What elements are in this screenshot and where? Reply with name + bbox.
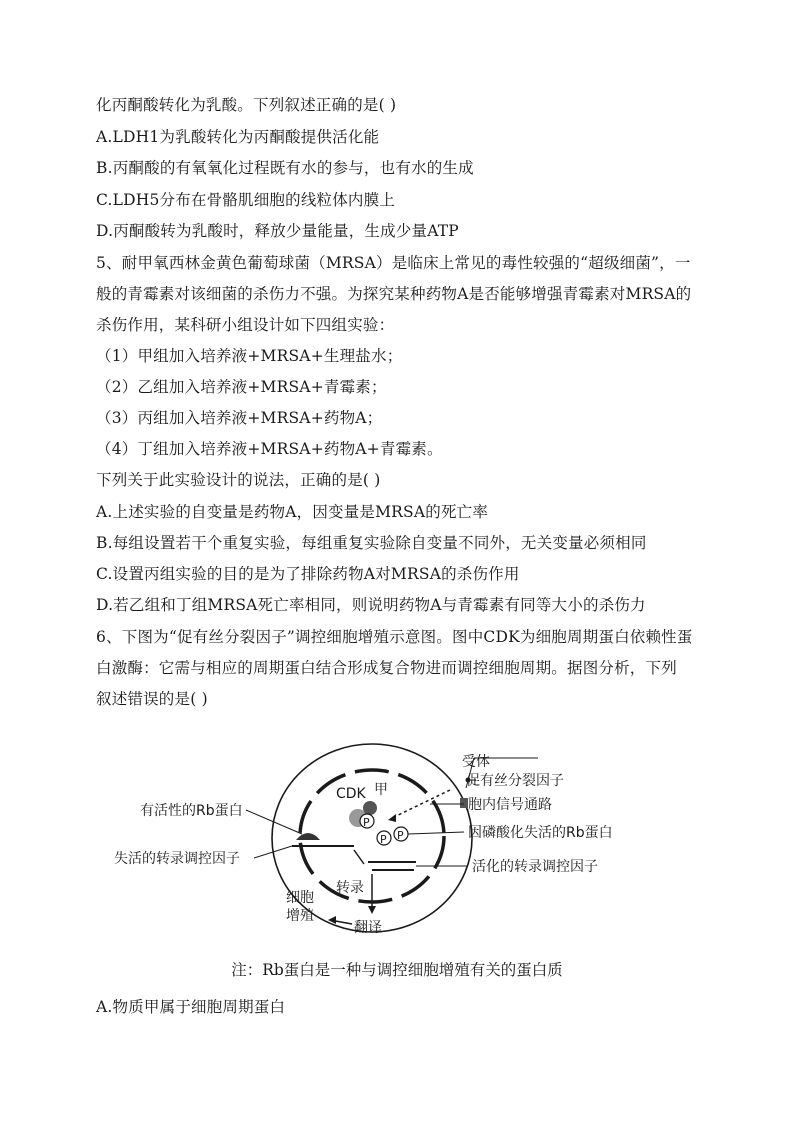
text-line: D.丙酮酸转为乳酸时，释放少量能量，生成少量ATP (96, 222, 459, 240)
text-line: B.每组设置若干个重复实验，每组重复实验除自变量不同外，无关变量必须相同 (96, 534, 647, 552)
svg-text:P: P (380, 833, 387, 846)
text-line: C.LDH5分布在骨骼肌细胞的线粒体内膜上 (96, 191, 396, 209)
text-line: （3）丙组加入培养液+MRSA+药物A； (96, 409, 383, 427)
transcription-label: 转录 (336, 880, 364, 896)
option-a: A.物质甲属于细胞周期蛋白 (96, 998, 286, 1016)
svg-text:P: P (397, 829, 404, 842)
active-rb-label: 有活性的Rb蛋白 (140, 803, 243, 819)
jia-shape (363, 801, 377, 815)
activated-tf-label: 活化的转录调控因子 (472, 859, 598, 875)
text-line: （4）丁组加入培养液+MRSA+药物A+青霉素。 (96, 440, 443, 458)
text-line: （2）乙组加入培养液+MRSA+青霉素； (96, 378, 387, 396)
cdk-label: CDK (336, 786, 366, 802)
receptor-shape (460, 798, 468, 808)
text-line: 杀伤作用，某科研小组设计如下四组实验： (96, 316, 395, 334)
text-line: 白激酶：它需与相应的周期蛋白结合形成复合物进而调控细胞周期。据图分析，下列 (96, 659, 677, 677)
text-line: 叙述错误的是( ) (96, 690, 208, 708)
proliferation-label-2: 增殖 (286, 908, 314, 924)
text-line: C.设置丙组实验的目的是为了排除药物A对MRSA的杀伤作用 (96, 565, 520, 583)
text-line: A.上述实验的自变量是药物A，因变量是MRSA的死亡率 (96, 503, 489, 521)
receptor-label: 受体 (462, 754, 490, 770)
text-line: （1）甲组加入培养液+MRSA+生理盐水； (96, 347, 403, 365)
translation-label: 翻译 (354, 920, 382, 936)
text-line: A.LDH1为乳酸转化为丙酮酸提供活化能 (96, 128, 380, 146)
inactive-tf-label: 失活的转录调控因子 (114, 851, 240, 867)
jia-label: 甲 (374, 782, 388, 798)
text-line: B.丙酮酸的有氧氧化过程既有水的参与，也有水的生成 (96, 159, 474, 177)
question-5-stem: 5、耐甲氧西林金黄色葡萄球菌（MRSA）是临床上常见的毒性较强的“超级细菌”，一 (96, 254, 691, 272)
mitogen-label: 促有丝分裂因子 (466, 773, 564, 789)
proliferation-label-1: 细胞 (286, 890, 314, 906)
signal-label: 胞内信号通路 (468, 797, 552, 813)
active-rb-shape (296, 833, 320, 840)
figure-caption: 注：Rb蛋白是一种与调控细胞增殖有关的蛋白质 (231, 961, 563, 979)
text-line: 般的青霉素对该细菌的杀伤力不强。为探究某种药物A是否能够增强青霉素对MRSA的 (96, 285, 692, 303)
text-line: 下列关于此实验设计的说法，正确的是( ) (96, 471, 381, 489)
text-line: 化丙酮酸转化为乳酸。下列叙述正确的是( ) (96, 96, 397, 114)
phospho-rb-label: 因磷酸化失活的Rb蛋白 (468, 825, 613, 841)
svg-text:P: P (363, 816, 370, 829)
question-6-stem: 6、下图为“促有丝分裂因子”调控细胞增殖示意图。图中CDK为细胞周期蛋白依赖性蛋 (96, 628, 693, 646)
cell-proliferation-diagram (96, 738, 696, 938)
text-line: D.若乙组和丁组MRSA死亡率相同，则说明药物A与青霉素有同等大小的杀伤力 (96, 596, 646, 614)
